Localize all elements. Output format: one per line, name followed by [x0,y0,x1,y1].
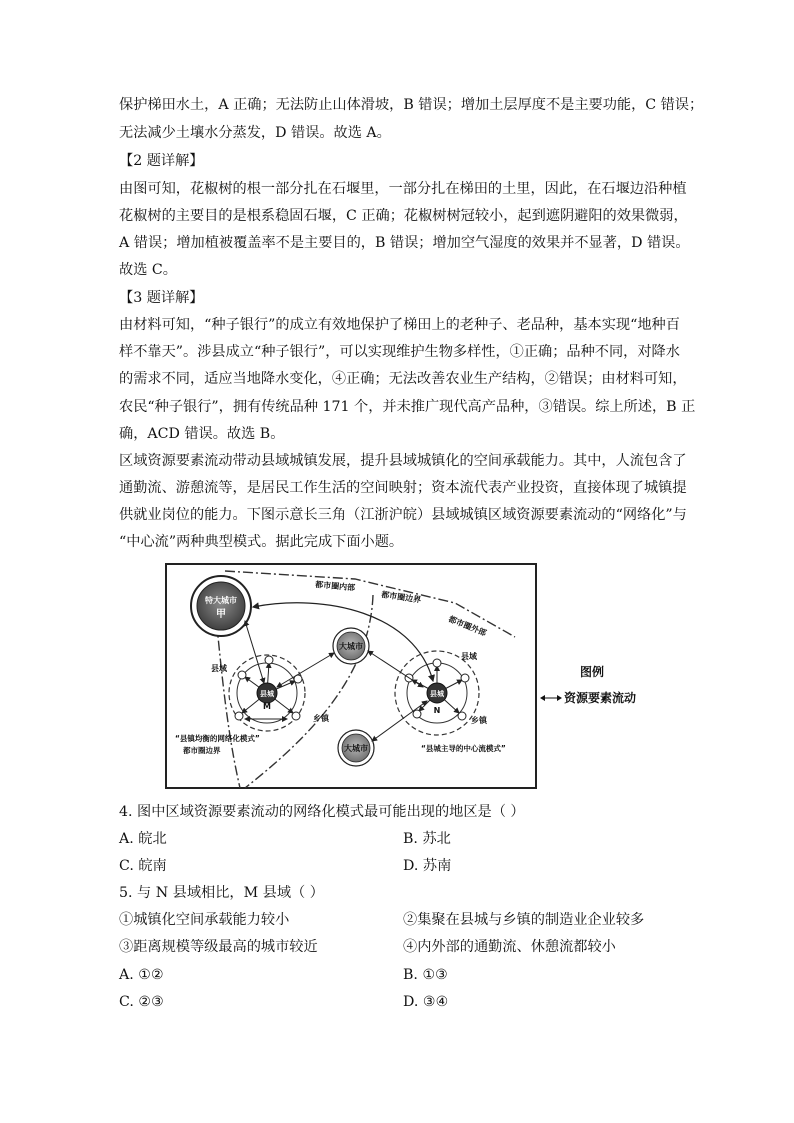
section-heading: 【2 题详解】 [119,153,204,169]
legend-flow-label: 资源要素流动 [564,691,637,705]
option-b: B. ①③ [403,967,448,983]
label-n: N [433,706,441,715]
question-4-stem: 4. 图中区域资源要素流动的网络化模式最可能出现的地区是（ ） [119,804,525,820]
statement-2: ②集聚在县城与乡镇的制造业企业较多 [403,912,645,928]
text-line: 供就业岗位的能力。下图示意长三角（江浙沪皖）县域城镇区域资源要素流动的“网络化”与 [119,507,687,523]
big-city-lower [338,730,374,766]
text-line: 确，ACD 错误。故选 B。 [119,426,285,442]
big-city-label: 大城市 [339,642,363,651]
text-line: 无法减少土壤水分蒸发，D 错误。故选 A。 [119,125,391,141]
text-line: 的需求不同，适应当地降水变化，④正确；无法改善农业生产结构，②错误；由材料可知， [119,371,687,387]
big-city-upper [333,628,369,664]
option-b: B. 苏北 [403,831,451,847]
big-city-label: 大城市 [344,744,368,753]
mega-city [191,576,251,636]
metro-outer-label: 都市圈外部 [447,614,488,638]
option-d: D. ③④ [403,994,449,1010]
double-arrow-icon [540,694,562,702]
mega-city-label: 特大城市 [205,596,237,605]
option-c: C. 皖南 [119,858,167,874]
county-area-label: 县域 [211,664,227,673]
mega-city-name: 甲 [216,609,226,620]
text-line: A 错误；增加植被覆盖率不是主要目的，B 错误；增加空气湿度的效果并不显著，D 错误。 [119,235,690,251]
legend-title: 图例 [580,665,605,679]
text-line: 由材料可知，“种子银行”的成立有效地保护了梯田上的老种子、老品种，基本实现“地种百 [119,317,680,333]
statement-4: ④内外部的通勤流、休憩流都较小 [403,939,616,955]
option-d: D. 苏南 [403,858,452,874]
network-boundary-label: 都市圈边界 [183,746,221,755]
diagram-svg [165,563,537,789]
option-a: A. ①② [119,967,164,983]
township-label: 乡镇 [471,716,487,725]
flow-diagram [165,563,537,789]
text-line: “中心流”两种典型模式。据此完成下面小题。 [119,534,404,550]
county-town-label: 县城 [260,690,274,698]
county-area-label: 县域 [461,652,477,661]
text-line: 农民“种子银行”，拥有传统品种 171 个，并未推广现代高产品种，③错误。综上所述，B 正 [119,399,696,415]
text-line: 样不靠天”。涉县成立“种子银行”，可以实现维护生物多样性，①正确；品种不同，对降水 [119,344,680,360]
text-line: 花椒树的主要目的是根系稳固石堰，C 正确；花椒树树冠较小，起到遮阴避阳的效果微弱， [119,208,688,224]
option-a: A. 皖北 [119,831,167,847]
text-line: 故选 C。 [119,262,177,278]
text-line: 由图可知，花椒树的根一部分扎在石堰里，一部分扎在梯田的土里，因此，在石堰边沿种植 [119,181,687,197]
network-mode-label: “县镇均衡的网络化模式” [175,734,260,743]
text-line: 区域资源要素流动带动县域城镇发展，提升县域城镇化的空间承载能力。其中，人流包含了 [119,453,687,469]
text-line: 通勤流、游憩流等，是居民工作生活的空间映射；资本流代表产业投资，直接体现了城镇提 [119,480,687,496]
label-m: M [263,702,271,711]
section-heading: 【3 题详解】 [119,290,204,306]
option-c: C. ②③ [119,994,164,1010]
legend-item [540,689,636,706]
statement-3: ③距离规模等级最高的城市较近 [119,939,318,955]
metro-inner-label: 都市圈内部 [314,580,356,593]
township-label: 乡镇 [313,714,329,723]
statement-1: ①城镇化空间承载能力较小 [119,912,290,928]
metro-boundary-label: 都市圈边界 [380,590,422,605]
text-line: 保护梯田水土，A 正确；无法防止山体滑坡，B 错误；增加土层厚度不是主要功能，C 错误； [119,97,704,113]
county-town-label: 县城 [430,690,444,698]
question-5-stem: 5. 与 N 县域相比，M 县域（ ） [119,885,324,901]
center-mode-label: “县城主导的中心流模式” [421,744,506,753]
